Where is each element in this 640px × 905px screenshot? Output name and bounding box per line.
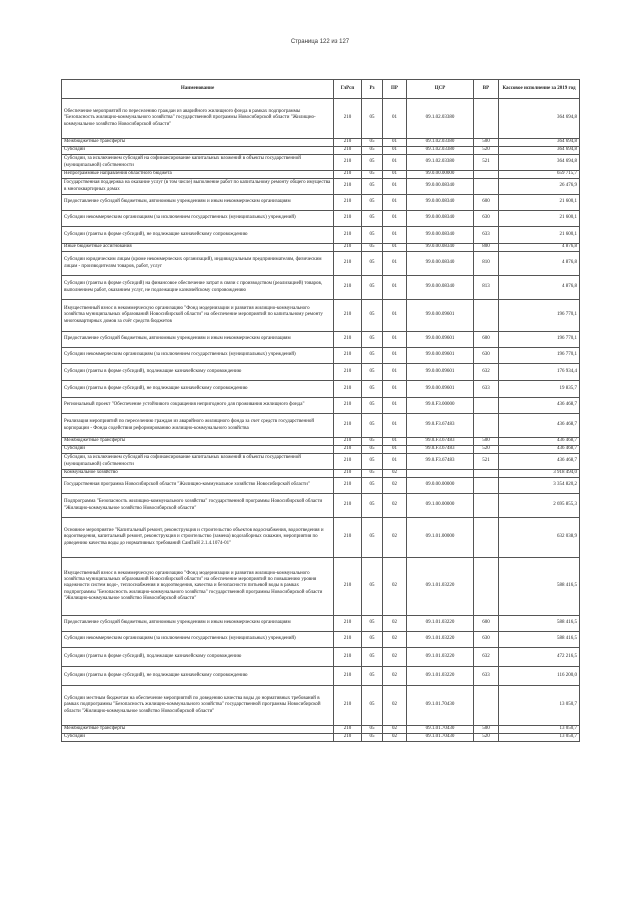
cell-amount: 4 876,8 — [499, 252, 580, 276]
cell-amount: 196 770,1 — [499, 348, 580, 364]
cell-vr: 500 — [474, 438, 499, 446]
cell-grp: 210 — [334, 252, 362, 276]
cell-grp: 210 — [334, 211, 362, 227]
cell-vr: 500 — [474, 139, 499, 147]
cell-grp: 210 — [334, 438, 362, 446]
cell-csr: 09.1.01.03220 — [407, 667, 474, 686]
cell-rz: 05 — [362, 667, 383, 686]
cell-grp: 210 — [334, 632, 362, 648]
table-row — [62, 364, 580, 381]
cell-amount: 472 216,5 — [499, 648, 580, 667]
cell-rz: 05 — [362, 195, 383, 211]
cell-pr: 02 — [383, 478, 407, 494]
cell-vr: 800 — [474, 244, 499, 252]
cell-csr: 99.0.F3.67483 — [407, 414, 474, 438]
table-row — [62, 348, 580, 364]
cell-rz: 05 — [362, 211, 383, 227]
cell-pr: 02 — [383, 558, 407, 616]
table-row — [62, 244, 580, 252]
table-row — [62, 478, 580, 494]
cell-name: Государственная программа Новосибирской области "Жилищно-коммунальное хозяйство Новосибирской области" — [62, 478, 334, 494]
table-row — [62, 454, 580, 470]
cell-rz: 05 — [362, 300, 383, 332]
cell-grp: 210 — [334, 667, 362, 686]
cell-pr: 02 — [383, 686, 407, 726]
cell-csr: 99.0.00.09601 — [407, 381, 474, 398]
budget-table — [61, 79, 580, 742]
cell-name: Имущественный взнос в некоммерческую организацию "Фонд модернизации и развития жилищно-коммунального хозяйства муниципальных образований Новосибирской области" на обеспечение мероприятий по повышению уровня надежности систем водо-, теплоснабжения и водоотведения, качества и безопасности питьевой воды в рамках подпрограммы "Безопасность жилищно-коммунального хозяйства" государственной программы Новосибирской области "Жилищно-коммунальное хозяйство Новосибирской области" — [62, 558, 334, 616]
cell-csr: 99.0.00.09601 — [407, 364, 474, 381]
cell-name: Межбюджетные трансферты — [62, 438, 334, 446]
cell-name: Имущественный взнос в некоммерческую организацию "Фонд модернизации и развития жилищно-коммунального хозяйства муниципальных образований Новосибирской области" на обеспечение мероприятий по капитальному ремонту многоквартирных домов за счёт средств бюджетов — [62, 300, 334, 332]
cell-rz: 05 — [362, 398, 383, 414]
table-row — [62, 414, 580, 438]
cell-amount: 4 876,8 — [499, 276, 580, 300]
cell-pr: 01 — [383, 211, 407, 227]
cell-grp: 210 — [334, 348, 362, 364]
cell-rz: 05 — [362, 276, 383, 300]
cell-grp: 210 — [334, 734, 362, 742]
cell-amount: 116 200,0 — [499, 667, 580, 686]
cell-name: Региональный проект "Обеспечение устойчивого сокращения непригодного для проживания жилищного фонда" — [62, 398, 334, 414]
cell-rz: 05 — [362, 155, 383, 171]
cell-csr: 99.0.F3.00000 — [407, 398, 474, 414]
cell-pr: 01 — [383, 300, 407, 332]
cell-grp: 210 — [334, 414, 362, 438]
cell-rz: 05 — [362, 734, 383, 742]
cell-grp: 210 — [334, 648, 362, 667]
cell-name: Межбюджетные трансферты — [62, 726, 334, 734]
cell-grp: 210 — [334, 227, 362, 244]
cell-vr: 630 — [474, 632, 499, 648]
cell-pr: 01 — [383, 438, 407, 446]
cell-grp: 210 — [334, 171, 362, 179]
cell-rz: 05 — [362, 632, 383, 648]
cell-amount: 196 770,1 — [499, 300, 580, 332]
cell-grp: 210 — [334, 244, 362, 252]
cell-grp: 210 — [334, 300, 362, 332]
column-header-amount: Кассовое исполнение за 2019 год — [499, 80, 580, 99]
cell-amount: 632 038,9 — [499, 518, 580, 558]
cell-rz: 05 — [362, 139, 383, 147]
cell-pr: 02 — [383, 494, 407, 518]
column-header-rz: Рз — [362, 80, 383, 99]
cell-name: Иные бюджетные ассигнования — [62, 244, 334, 252]
cell-grp: 210 — [334, 470, 362, 478]
cell-rz: 05 — [362, 446, 383, 454]
table-header-row — [62, 80, 580, 99]
cell-name: Субсидии — [62, 446, 334, 454]
cell-vr — [474, 478, 499, 494]
cell-vr — [474, 300, 499, 332]
cell-pr: 01 — [383, 155, 407, 171]
cell-grp: 210 — [334, 616, 362, 632]
cell-amount: 2 695 855,3 — [499, 494, 580, 518]
cell-vr: 813 — [474, 276, 499, 300]
cell-rz: 05 — [362, 244, 383, 252]
table-row — [62, 99, 580, 139]
table-row — [62, 494, 580, 518]
cell-vr — [474, 470, 499, 478]
cell-name: Субсидии, за исключением субсидий на софинансирование капитальных вложений в объекты государственной (муниципальной) собственности — [62, 454, 334, 470]
cell-rz: 05 — [362, 478, 383, 494]
cell-name: Субсидии (гранты в форме субсидий), не подлежащие казначейскому сопровождению — [62, 227, 334, 244]
table-row — [62, 616, 580, 632]
table-row — [62, 438, 580, 446]
cell-vr — [474, 171, 499, 179]
cell-csr: 99.0.00.08340 — [407, 227, 474, 244]
cell-csr — [407, 470, 474, 478]
cell-csr: 99.0.F3.67483 — [407, 446, 474, 454]
cell-vr: 520 — [474, 147, 499, 155]
cell-pr: 01 — [383, 381, 407, 398]
cell-vr — [474, 494, 499, 518]
cell-pr: 01 — [383, 252, 407, 276]
cell-grp: 210 — [334, 195, 362, 211]
cell-csr: 99.0.00.08340 — [407, 276, 474, 300]
column-header-pr: ПР — [383, 80, 407, 99]
cell-amount: 364 694,8 — [499, 155, 580, 171]
cell-name: Предоставление субсидий бюджетным, автономным учреждениям и иным некоммерческим организациям — [62, 616, 334, 632]
cell-name: Предоставление субсидий бюджетным, автономным учреждениям и иным некоммерческим организациям — [62, 195, 334, 211]
cell-rz: 05 — [362, 147, 383, 155]
table-row — [62, 300, 580, 332]
cell-grp: 210 — [334, 726, 362, 734]
cell-pr: 02 — [383, 726, 407, 734]
cell-csr: 09.1.02.03380 — [407, 147, 474, 155]
cell-vr: 630 — [474, 348, 499, 364]
cell-pr: 02 — [383, 518, 407, 558]
cell-name: Коммунальное хозяйство — [62, 470, 334, 478]
cell-vr: 520 — [474, 734, 499, 742]
cell-pr: 01 — [383, 227, 407, 244]
table-row — [62, 558, 580, 616]
cell-grp: 210 — [334, 99, 362, 139]
cell-vr: 600 — [474, 616, 499, 632]
cell-vr — [474, 179, 499, 195]
cell-pr: 01 — [383, 348, 407, 364]
cell-vr: 600 — [474, 195, 499, 211]
cell-grp: 210 — [334, 147, 362, 155]
cell-pr: 01 — [383, 364, 407, 381]
cell-csr: 09.1.02.03380 — [407, 139, 474, 147]
cell-csr: 09.1.02.03380 — [407, 99, 474, 139]
cell-vr — [474, 414, 499, 438]
table-row — [62, 726, 580, 734]
cell-amount: 26 476,9 — [499, 179, 580, 195]
cell-csr: 09.1.01.03220 — [407, 616, 474, 632]
cell-rz: 05 — [362, 227, 383, 244]
cell-grp: 210 — [334, 454, 362, 470]
cell-grp: 210 — [334, 179, 362, 195]
cell-rz: 05 — [362, 726, 383, 734]
cell-rz: 05 — [362, 686, 383, 726]
cell-rz: 05 — [362, 470, 383, 478]
table-row — [62, 147, 580, 155]
cell-csr: 09.1.01.70430 — [407, 734, 474, 742]
column-header-vr: ВР — [474, 80, 499, 99]
cell-csr: 99.0.00.08340 — [407, 211, 474, 227]
cell-rz: 05 — [362, 171, 383, 179]
cell-grp: 210 — [334, 478, 362, 494]
cell-grp: 210 — [334, 276, 362, 300]
cell-pr: 02 — [383, 648, 407, 667]
table-row — [62, 518, 580, 558]
cell-grp: 210 — [334, 518, 362, 558]
cell-amount: 19 835,7 — [499, 381, 580, 398]
cell-amount: 21 600,1 — [499, 211, 580, 227]
cell-pr: 01 — [383, 171, 407, 179]
cell-amount: 21 600,1 — [499, 227, 580, 244]
cell-amount: 4 876,8 — [499, 244, 580, 252]
cell-amount: 588 416,5 — [499, 558, 580, 616]
cell-vr: 521 — [474, 155, 499, 171]
cell-amount: 436 468,7 — [499, 438, 580, 446]
cell-name: Субсидии юридическим лицам (кроме некоммерческих организаций), индивидуальным предпринимателям, физическим лицам - производителям товаров, работ, услуг — [62, 252, 334, 276]
table-row — [62, 195, 580, 211]
cell-vr: 632 — [474, 364, 499, 381]
cell-amount: 588 416,5 — [499, 632, 580, 648]
cell-amount: 364 694,8 — [499, 99, 580, 139]
cell-rz: 05 — [362, 99, 383, 139]
cell-pr: 01 — [383, 147, 407, 155]
cell-amount: 196 770,1 — [499, 332, 580, 348]
cell-pr: 01 — [383, 99, 407, 139]
cell-grp: 210 — [334, 494, 362, 518]
cell-vr: 632 — [474, 648, 499, 667]
cell-rz: 05 — [362, 494, 383, 518]
cell-rz: 05 — [362, 381, 383, 398]
cell-name: Субсидии, за исключением субсидий на софинансирование капитальных вложений в объекты государственной (муниципальной) собственности — [62, 155, 334, 171]
cell-amount: 436 468,7 — [499, 446, 580, 454]
cell-rz: 05 — [362, 348, 383, 364]
cell-rz: 05 — [362, 438, 383, 446]
cell-name: Субсидии — [62, 734, 334, 742]
cell-rz: 05 — [362, 179, 383, 195]
table-row — [62, 332, 580, 348]
table-row — [62, 179, 580, 195]
cell-amount: 436 468,7 — [499, 414, 580, 438]
cell-amount: 21 600,1 — [499, 195, 580, 211]
cell-name: Субсидии (гранты в форме субсидий), не подлежащие казначейскому сопровождению — [62, 381, 334, 398]
table-body — [62, 99, 580, 742]
cell-grp: 210 — [334, 446, 362, 454]
cell-vr: 521 — [474, 454, 499, 470]
cell-rz: 05 — [362, 414, 383, 438]
cell-name: Межбюджетные трансферты — [62, 139, 334, 147]
table-row — [62, 227, 580, 244]
cell-csr: 09.1.01.03220 — [407, 648, 474, 667]
cell-vr — [474, 518, 499, 558]
cell-name: Подпрограмма "Безопасность жилищно-коммунального хозяйства" государственной программы Новосибирской области "Жилищно-коммунальное хозяйство Новосибирской области" — [62, 494, 334, 518]
cell-pr: 01 — [383, 332, 407, 348]
cell-amount: 436 468,7 — [499, 398, 580, 414]
cell-pr: 02 — [383, 470, 407, 478]
table-row — [62, 211, 580, 227]
cell-name: Государственная поддержка на оказание услуг (в том числе) выполнение работ по капитальному ремонту общего имущества в многоквартирных домах — [62, 179, 334, 195]
cell-csr: 09.1.00.00000 — [407, 494, 474, 518]
cell-vr: 520 — [474, 446, 499, 454]
cell-grp: 210 — [334, 381, 362, 398]
cell-vr: 810 — [474, 252, 499, 276]
cell-pr: 01 — [383, 244, 407, 252]
cell-amount: 364 694,8 — [499, 139, 580, 147]
column-header-grp: ГлРсп — [334, 80, 362, 99]
cell-csr: 99.0.00.08340 — [407, 244, 474, 252]
cell-csr: 99.0.F3.67483 — [407, 438, 474, 446]
cell-name: Субсидии (гранты в форме субсидий), подлежащие казначейскому сопровождению — [62, 648, 334, 667]
cell-name: Обеспечение мероприятий по переселению граждан из аварийного жилищного фонда в рамках подпрограммы "Безопасность жилищно-коммунального хозяйства" государственной программы Новосибирской области "Жилищно-коммунальное хозяйство Новосибирской области" — [62, 99, 334, 139]
cell-rz: 05 — [362, 648, 383, 667]
cell-pr: 01 — [383, 195, 407, 211]
cell-vr: 633 — [474, 667, 499, 686]
cell-vr: 633 — [474, 381, 499, 398]
cell-csr: 09.1.01.70430 — [407, 686, 474, 726]
cell-amount: 13 050,7 — [499, 726, 580, 734]
cell-amount: 176 934,4 — [499, 364, 580, 381]
cell-vr: 633 — [474, 227, 499, 244]
table-row — [62, 398, 580, 414]
cell-name: Предоставление субсидий бюджетным, автономным учреждениям и иным некоммерческим организациям — [62, 332, 334, 348]
cell-vr — [474, 99, 499, 139]
cell-vr: 600 — [474, 332, 499, 348]
cell-name: Субсидии местным бюджетам на обеспечение мероприятий по доведению качества воды до нормативных требований в рамках подпрограммы "Безопасность жилищно-коммунального хозяйства" государственной программы Новосибирской области "Жилищно-коммунальное хозяйство Новосибирской области" — [62, 686, 334, 726]
table-row — [62, 648, 580, 667]
table-row — [62, 155, 580, 171]
cell-rz: 05 — [362, 558, 383, 616]
cell-pr: 01 — [383, 446, 407, 454]
table-row — [62, 446, 580, 454]
cell-pr: 01 — [383, 414, 407, 438]
table-row — [62, 667, 580, 686]
cell-name: Субсидии (гранты в форме субсидий), не подлежащие казначейскому сопровождению — [62, 667, 334, 686]
cell-pr: 01 — [383, 454, 407, 470]
cell-grp: 210 — [334, 686, 362, 726]
cell-pr: 02 — [383, 616, 407, 632]
cell-csr: 09.1.01.03220 — [407, 558, 474, 616]
cell-csr: 99.0.00.00000 — [407, 171, 474, 179]
cell-vr — [474, 398, 499, 414]
table-row — [62, 139, 580, 147]
cell-name: Субсидии некоммерческим организациям (за исключением государственных (муниципальных) учреждений) — [62, 348, 334, 364]
cell-rz: 05 — [362, 454, 383, 470]
cell-name: Субсидии — [62, 147, 334, 155]
cell-name: Непрограммные направления областного бюджета — [62, 171, 334, 179]
cell-amount: 588 416,5 — [499, 616, 580, 632]
table-row — [62, 171, 580, 179]
cell-csr: 99.0.00.09601 — [407, 300, 474, 332]
cell-grp: 210 — [334, 364, 362, 381]
cell-csr: 09.1.01.00000 — [407, 518, 474, 558]
cell-pr: 01 — [383, 276, 407, 300]
cell-pr: 02 — [383, 667, 407, 686]
cell-grp: 210 — [334, 155, 362, 171]
cell-rz: 05 — [362, 252, 383, 276]
cell-grp: 210 — [334, 398, 362, 414]
cell-rz: 05 — [362, 332, 383, 348]
page-header: Страница 122 из 127 — [290, 39, 350, 45]
cell-amount: 3 354 820,2 — [499, 478, 580, 494]
table-row — [62, 686, 580, 726]
cell-vr — [474, 558, 499, 616]
cell-name: Субсидии (гранты в форме субсидий) на финансовое обеспечение затрат в связи с производством (реализацией) товаров, выполнением работ, оказанием услуг, не подлежащие казначейскому сопровождению — [62, 276, 334, 300]
table-row — [62, 381, 580, 398]
cell-grp: 210 — [334, 139, 362, 147]
cell-pr: 01 — [383, 139, 407, 147]
cell-csr: 09.1.02.03380 — [407, 155, 474, 171]
cell-amount: 13 050,7 — [499, 686, 580, 726]
cell-csr: 99.0.00.08340 — [407, 252, 474, 276]
cell-vr — [474, 686, 499, 726]
cell-pr: 02 — [383, 632, 407, 648]
cell-pr: 02 — [383, 734, 407, 742]
table-row — [62, 252, 580, 276]
cell-vr: 630 — [474, 211, 499, 227]
cell-csr: 09.1.01.70430 — [407, 726, 474, 734]
cell-csr: 99.0.00.08340 — [407, 179, 474, 195]
cell-pr: 01 — [383, 179, 407, 195]
cell-rz: 05 — [362, 616, 383, 632]
table-row — [62, 734, 580, 742]
cell-name: Основное мероприятие "Капитальный ремонт, реконструкция и строительство объектов водоснабжения, водоотведения и водоотведения, капитальный ремонт, реконструкция и строительство (замена) водозаборных скважин, мероприятия по доведению качества воды до нормативных требований СанПиН 2.1.4.1074-01" — [62, 518, 334, 558]
cell-name: Субсидии некоммерческим организациям (за исключением государственных (муниципальных) учреждений) — [62, 632, 334, 648]
cell-name: Реализация мероприятий по переселению граждан из аварийного жилищного фонда за счет средств государственной корпорации - Фонда содействия реформированию жилищно-коммунального хозяйства — [62, 414, 334, 438]
cell-amount: 659 715,7 — [499, 171, 580, 179]
cell-csr: 99.0.F3.67483 — [407, 454, 474, 470]
column-header-csr: ЦСР — [407, 80, 474, 99]
column-header-name: Наименование — [62, 80, 334, 99]
cell-csr: 99.0.00.09601 — [407, 332, 474, 348]
table-row — [62, 470, 580, 478]
cell-rz: 05 — [362, 364, 383, 381]
cell-grp: 210 — [334, 332, 362, 348]
table-row — [62, 632, 580, 648]
cell-name: Субсидии некоммерческим организациям (за исключением государственных (муниципальных) учреждений) — [62, 211, 334, 227]
cell-name: Субсидии (гранты в форме субсидий), подлежащие казначейскому сопровождению — [62, 364, 334, 381]
cell-amount: 3 918 494,0 — [499, 470, 580, 478]
cell-csr: 09.1.01.03220 — [407, 632, 474, 648]
table-row — [62, 276, 580, 300]
cell-amount: 364 694,8 — [499, 147, 580, 155]
cell-amount: 13 050,7 — [499, 734, 580, 742]
cell-grp: 210 — [334, 558, 362, 616]
cell-rz: 05 — [362, 518, 383, 558]
cell-vr: 500 — [474, 726, 499, 734]
cell-csr: 99.0.00.08340 — [407, 195, 474, 211]
cell-pr: 01 — [383, 398, 407, 414]
cell-csr: 99.0.00.09601 — [407, 348, 474, 364]
cell-csr: 09.0.00.00000 — [407, 478, 474, 494]
cell-amount: 436 468,7 — [499, 454, 580, 470]
